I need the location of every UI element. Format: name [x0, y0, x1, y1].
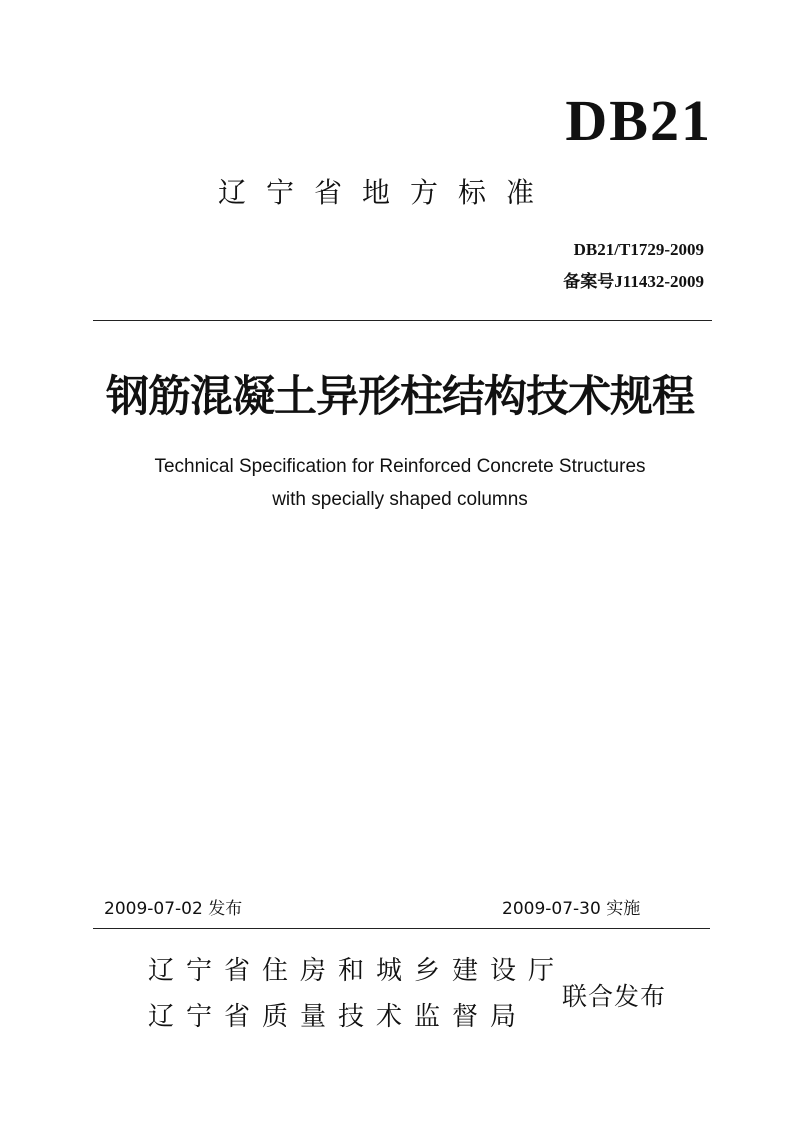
joint-issue-label: 联合发布 [562, 982, 667, 1011]
standard-code-heading: DB21 [565, 88, 712, 153]
standard-number: DB21/T1729-2009 [573, 240, 704, 259]
standard-type-label: 辽宁省地方标准 [218, 176, 555, 209]
record-number: 备案号J11432-2009 [563, 272, 704, 291]
document-title-english-line1: Technical Specification for Reinforced Concrete Structures [154, 456, 646, 477]
bottom-divider [93, 928, 710, 929]
document-title-chinese: 钢筋混凝土异形柱结构技术规程 [106, 372, 694, 422]
issuer-quality-bureau: 辽宁省质量技术监督局 [148, 1002, 529, 1032]
implementation-date: 2009-07-30 实施 [502, 899, 641, 919]
issue-date: 2009-07-02 发布 [104, 899, 243, 919]
top-divider [93, 320, 712, 321]
document-title-english-line2: with specially shaped columns [272, 489, 528, 510]
issuer-housing-department: 辽宁省住房和城乡建设厅 [148, 956, 567, 986]
